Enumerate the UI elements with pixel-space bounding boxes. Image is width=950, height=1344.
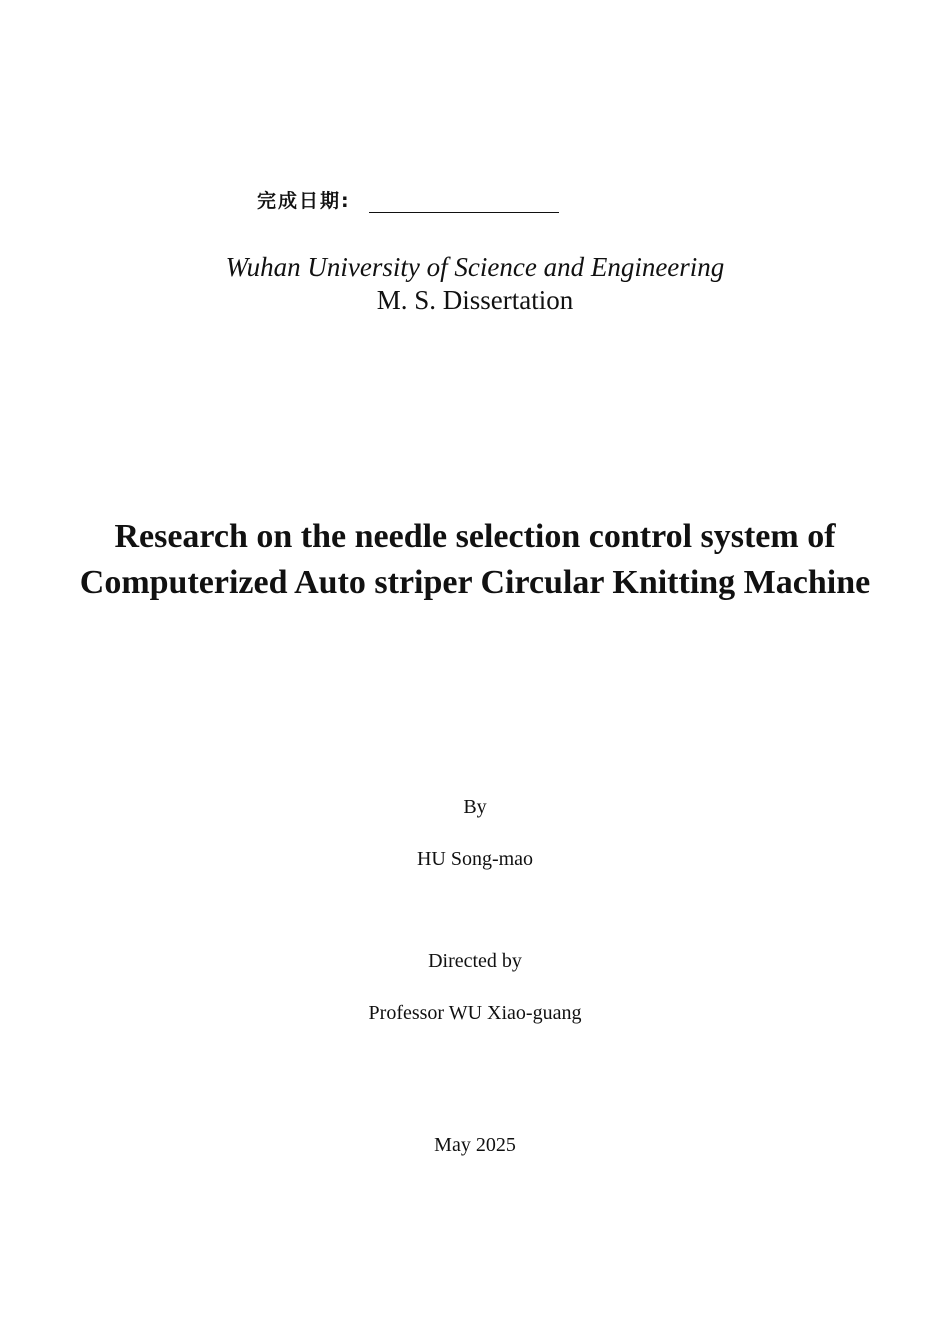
- dissertation-title: Research on the needle selection control system of Computerized Auto striper Circular Knitting Machine: [79, 518, 871, 601]
- completion-date-row: [257, 186, 559, 213]
- by-label: By: [463, 796, 487, 818]
- author-name: HU Song-mao: [416, 848, 534, 870]
- submission-date: May 2025: [434, 1134, 516, 1156]
- degree-type: M. S. Dissertation: [376, 285, 574, 315]
- advisor-name: Professor WU Xiao-guang: [368, 1002, 582, 1024]
- completion-date-label: 完成日期:: [257, 190, 351, 212]
- completion-date-blank-line: [369, 188, 559, 213]
- university-name: Wuhan University of Science and Engineering: [225, 252, 725, 282]
- directed-by-label: Directed by: [428, 950, 522, 972]
